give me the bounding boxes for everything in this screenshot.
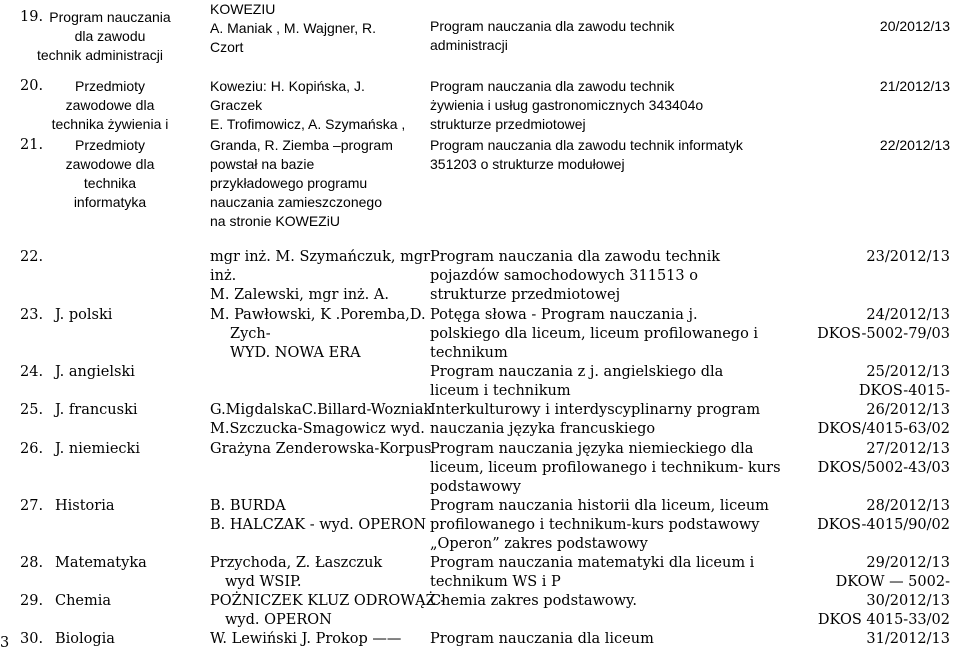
author-line: M. Zalewski, mgr inż. A. xyxy=(210,287,389,303)
subject-line: informatyka xyxy=(73,194,147,210)
author-line: Czort xyxy=(210,39,244,55)
page-number: 3 xyxy=(0,635,10,651)
subject-line: J. angielski xyxy=(55,364,135,380)
subject-line: Przedmioty xyxy=(74,78,146,94)
approval-code: 21/2012/13 xyxy=(879,78,950,94)
author-line: M.Szczucka-Smagowicz wyd. xyxy=(210,421,425,437)
approval-code: 27/2012/13 xyxy=(866,441,950,457)
author-line: przykładowego programu xyxy=(210,175,368,191)
row-number: 25. xyxy=(20,402,44,418)
author-line: wyd. OPERON xyxy=(225,612,332,628)
program-line: liceum, liceum profilowanego i technikum- kurs xyxy=(430,460,781,476)
subject-line: J. francuski xyxy=(55,402,138,418)
row-number: 20. xyxy=(20,78,44,94)
author-line: A. Maniak , M. Wajgner, R. xyxy=(210,20,376,36)
approval-code: 23/2012/13 xyxy=(866,249,950,265)
author-line: KOWEZIU xyxy=(210,1,276,17)
program-line: profilowanego i technikum-kurs podstawowy xyxy=(430,517,760,533)
row-number: 28. xyxy=(20,555,44,571)
author-line: Przychoda, Z. Łaszczuk xyxy=(210,555,383,571)
subject-line: Biologia xyxy=(55,631,115,647)
author-line: POŻNICZEK KLUZ ODROWĄŻ - xyxy=(210,593,446,609)
author-line: inż. xyxy=(210,268,237,284)
program-line: Program nauczania dla zawodu technik informatyk xyxy=(430,137,743,153)
program-line: żywienia i usług gastronomicznych 343404o xyxy=(430,97,704,113)
approval-code: 31/2012/13 xyxy=(866,631,950,647)
subject-line: technika xyxy=(83,175,137,191)
approval-code: 22/2012/13 xyxy=(879,137,950,153)
subject-line: Historia xyxy=(55,498,115,514)
subject-line: J. polski xyxy=(55,307,113,323)
approval-code: DKOW — 5002- xyxy=(835,574,950,590)
program-line: nauczania języka francuskiego xyxy=(430,421,656,437)
program-line: Program nauczania dla zawodu technik xyxy=(430,18,675,34)
program-line: „Operon” zakres podstawowy xyxy=(430,536,648,552)
approval-code: 24/2012/13 xyxy=(866,307,950,323)
author-line: Koweziu: H. Kopińska, J. xyxy=(210,78,365,94)
author-line: Zych- xyxy=(230,326,271,342)
program-line: pojazdów samochodowych 311513 o xyxy=(430,268,698,284)
program-line: 351203 o strukturze modułowej xyxy=(430,156,625,172)
subject-line: dla zawodu xyxy=(74,28,146,44)
program-line: Program nauczania języka niemieckiego dla xyxy=(430,441,754,457)
approval-code: 25/2012/13 xyxy=(866,364,950,380)
row-number: 22. xyxy=(20,249,44,265)
approval-code: 26/2012/13 xyxy=(866,402,950,418)
program-line: Chemia zakres podstawowy. xyxy=(430,593,637,609)
approval-code: DKOS-4015/90/02 xyxy=(817,517,950,533)
approval-code: 20/2012/13 xyxy=(879,18,950,34)
approval-code: DKOS 4015-33/02 xyxy=(817,612,950,628)
row-number: 21. xyxy=(20,137,44,153)
author-line: B. BURDA xyxy=(210,498,286,514)
program-line: strukturze przedmiotowej xyxy=(430,116,586,132)
subject-line: zawodowe dla xyxy=(65,97,155,113)
program-line: Program nauczania historii dla liceum, liceum xyxy=(430,498,769,514)
author-line: Granda, R. Ziemba –program xyxy=(210,137,393,153)
subject-line: Program nauczania xyxy=(49,9,171,25)
row-number: 19. xyxy=(20,9,44,25)
program-line: liceum i technikum xyxy=(430,383,571,399)
program-line: Interkulturowy i interdyscyplinarny program xyxy=(430,402,761,418)
author-line: B. HALCZAK - wyd. OPERON xyxy=(210,517,427,533)
row-number: 30. xyxy=(20,631,44,647)
author-line: G.MigdalskaC.Billard-Wozniak xyxy=(210,402,433,418)
subject-line: zawodowe dla xyxy=(65,156,155,172)
author-line: Graczek xyxy=(210,97,263,113)
row-number: 29. xyxy=(20,593,44,609)
program-line: Potęga słowa - Program nauczania j. xyxy=(430,307,698,323)
author-line: M. Pawłowski, K .Poremba,D. xyxy=(210,307,426,323)
program-line: technikum WS i P xyxy=(430,574,561,590)
approval-code: 30/2012/13 xyxy=(866,593,950,609)
approval-code: DKOS/5002-43/03 xyxy=(817,460,950,476)
row-number: 24. xyxy=(20,364,44,380)
program-line: administracji xyxy=(430,37,508,53)
program-line: Program nauczania z j. angielskiego dla xyxy=(430,364,724,380)
program-line: Program nauczania dla liceum xyxy=(430,631,654,647)
subject-line: Chemia xyxy=(55,593,112,609)
row-number: 23. xyxy=(20,307,44,323)
approval-code: 28/2012/13 xyxy=(866,498,950,514)
row-number: 26. xyxy=(20,441,44,457)
subject-line: Przedmioty xyxy=(74,137,146,153)
program-line: Program nauczania dla zawodu technik xyxy=(430,249,721,265)
program-line: Program nauczania dla zawodu technik xyxy=(430,78,675,94)
program-line: strukturze przedmiotowej xyxy=(430,287,621,303)
author-line: W. Lewiński J. Prokop —— xyxy=(210,631,402,647)
program-line: podstawowy xyxy=(430,479,521,495)
author-line: E. Trofimowicz, A. Szymańska , xyxy=(210,116,406,132)
author-line: mgr inż. M. Szymańczuk, mgr xyxy=(210,249,431,265)
author-line: nauczania zamieszczonego xyxy=(210,194,382,210)
program-line: polskiego dla liceum, liceum profilowanego i xyxy=(430,326,759,342)
author-line: Grażyna Zenderowska-Korpus xyxy=(210,441,432,457)
subject-line: technika żywienia i xyxy=(51,116,169,132)
author-line: na stronie KOWEZiU xyxy=(210,213,340,229)
approval-code: DKOS-4015- xyxy=(858,383,950,399)
row-number: 27. xyxy=(20,498,44,514)
author-line: wyd WSIP. xyxy=(225,574,302,590)
subject-line: Matematyka xyxy=(55,555,147,571)
approval-code: DKOS/4015-63/02 xyxy=(817,421,950,437)
program-line: technikum xyxy=(430,345,508,361)
approval-code: DKOS-5002-79/03 xyxy=(817,326,950,342)
author-line: WYD. NOWA ERA xyxy=(230,345,361,361)
approval-code: 29/2012/13 xyxy=(866,555,950,571)
author-line: powstał na bazie xyxy=(210,156,315,172)
program-line: Program nauczania matematyki dla liceum i xyxy=(430,555,755,571)
subject-line: J. niemiecki xyxy=(55,441,140,457)
subject-line: technik administracji xyxy=(36,47,164,63)
